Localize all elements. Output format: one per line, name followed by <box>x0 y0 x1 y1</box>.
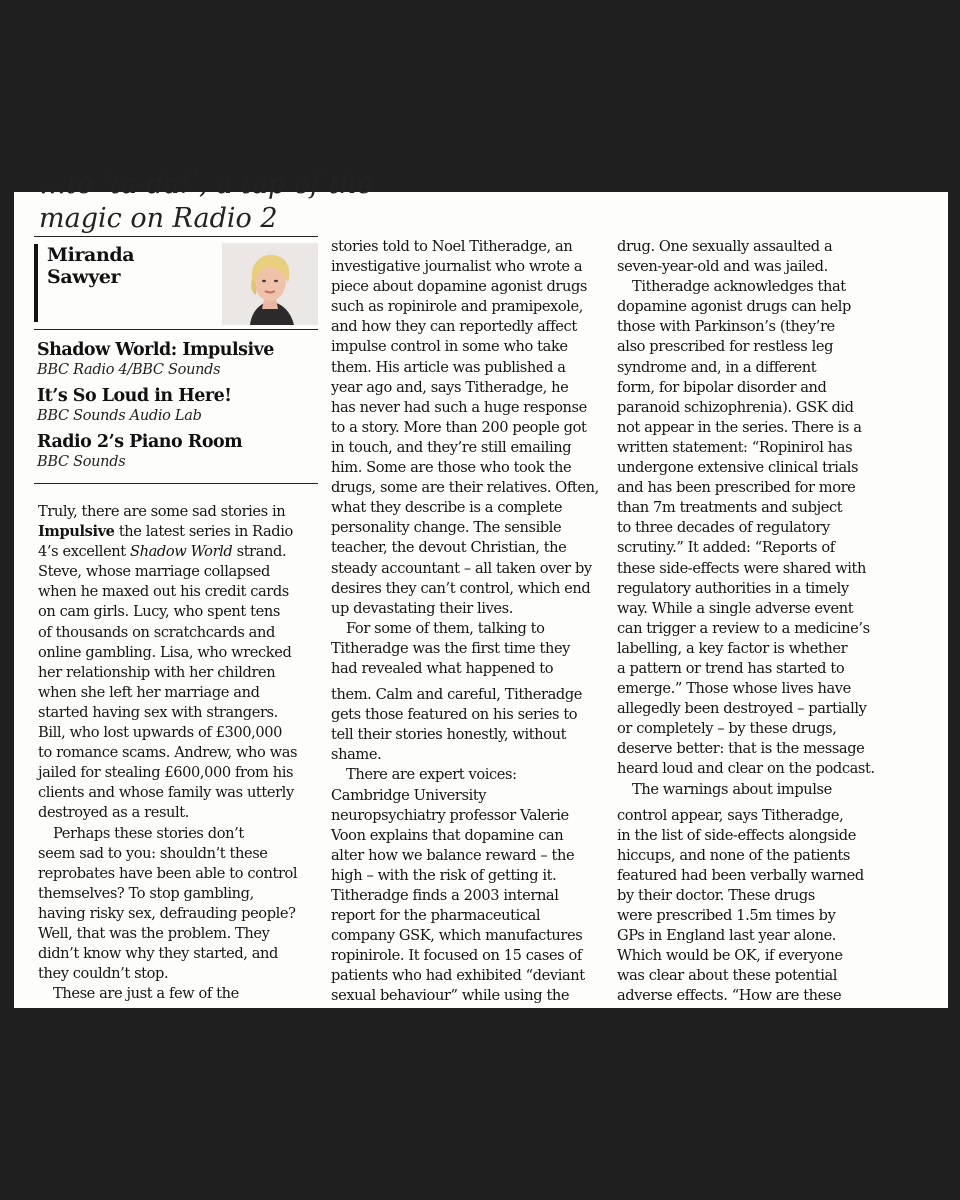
text-line: drugs, some are their relatives. Often, <box>331 479 599 497</box>
text-line: Which would be OK, if everyone <box>617 947 843 965</box>
text-line: they couldn’t stop. <box>38 965 169 983</box>
text-line: The warnings about impulse <box>632 780 832 798</box>
text-line: high – with the risk of getting it. <box>331 866 557 884</box>
text-line: paranoid schizophrenia). GSK did <box>617 398 854 416</box>
text-line: started having sex with strangers. <box>38 703 278 721</box>
article-column-3 <box>617 237 875 1007</box>
text-line: when he maxed out his credit cards <box>38 583 289 601</box>
text-line: teacher, the devout Christian, the <box>331 539 567 557</box>
text-line: Truly, there are some sad stories in <box>38 503 286 520</box>
text-line: These are just a few of the <box>53 985 239 1003</box>
text-line: patients who had exhibited “deviant <box>331 967 585 985</box>
text-line: themselves? To stop gambling, <box>38 884 254 902</box>
text-line: of thousands on scratchcards and <box>38 623 275 641</box>
author-last-name: Sawyer <box>47 266 121 288</box>
text-line: her relationship with her children <box>38 663 276 681</box>
text-line: to romance scams. Andrew, who was <box>38 744 298 762</box>
text-line: tell their stories honestly, without <box>331 726 567 744</box>
text-line: way. While a single adverse event <box>617 599 854 617</box>
text-line: GPs in England last year alone. <box>617 927 837 945</box>
text-line: undergone extensive clinical trials <box>617 459 859 477</box>
text-line: neuropsychiatry professor Valerie <box>331 806 569 824</box>
text-line: year ago and, says Titheradge, he <box>331 378 569 396</box>
text-line: having risky sex, defrauding people? <box>38 904 296 922</box>
text-line: adverse effects. “How are these <box>617 987 842 1005</box>
text-line: stories told to Noel Titheradge, an <box>331 238 573 255</box>
text-line: him. Some are those who took the <box>331 459 572 477</box>
text-line: and how they can reportedly affect <box>331 318 577 336</box>
text-line: can trigger a review to a medicine’s <box>617 619 870 637</box>
byline <box>47 244 134 288</box>
text-line: heard loud and clear on the podcast. <box>617 760 875 778</box>
kicker-line-1: …to ‘ta-da!’, a tap of the <box>39 169 373 200</box>
text-line: were prescribed 1.5m times by <box>617 907 836 925</box>
text-line: hiccups, and none of the patients <box>617 846 850 864</box>
text-line: 4’s excellent Shadow World strand. <box>38 543 287 561</box>
text-line: up devastating their lives. <box>331 599 513 617</box>
text-line: regulatory authorities in a timely <box>617 579 849 597</box>
col3-para-3b <box>617 806 875 1007</box>
text-line: seem sad to you: shouldn’t these <box>38 844 268 862</box>
text-line: shame. <box>331 746 382 764</box>
byline-bar <box>34 244 38 322</box>
text-line: Impulsive the latest series in Radio <box>38 523 293 541</box>
text-line: deserve better: that is the message <box>617 740 865 758</box>
series-name-bold: Impulsive <box>38 523 115 541</box>
newspaper-page <box>14 169 948 1008</box>
text-line: also prescribed for restless leg <box>617 338 834 356</box>
text-line: company GSK, which manufactures <box>331 927 583 945</box>
text-line: There are expert voices: <box>346 766 517 784</box>
text-line: in touch, and they’re still emailing <box>331 438 572 456</box>
text-line: impulse control in some who take <box>331 338 568 356</box>
text-line: Titheradge acknowledges that <box>632 278 846 296</box>
text-line: ropinirole. It focused on 15 cases of <box>331 947 582 965</box>
top-rule <box>34 236 318 237</box>
text-line: syndrome and, in a different <box>617 358 817 376</box>
text-line: scrutiny.” It added: “Reports of <box>617 539 835 557</box>
text-line: not appear in the series. There is a <box>617 418 862 436</box>
text-line: allegedly been destroyed – partially <box>617 700 867 718</box>
text-line: destroyed as a result. <box>38 804 189 822</box>
show-platform: BBC Sounds <box>37 454 126 470</box>
text-line: Titheradge was the first time they <box>331 639 571 657</box>
text-line: alter how we balance reward – the <box>331 846 575 864</box>
text-line: has never had such a huge response <box>331 398 587 416</box>
show-platform: BBC Sounds Audio Lab <box>37 408 202 424</box>
text-line: form, for bipolar disorder and <box>617 378 827 396</box>
text-line: them. Calm and careful, Titheradge <box>331 686 583 704</box>
article-column-1 <box>38 502 297 1004</box>
col3-para-2 <box>617 277 875 779</box>
show-title: It’s So Loud in Here! <box>37 386 232 406</box>
text-line: such as ropinirole and pramipexole, <box>331 298 584 316</box>
text-line: desires they can’t control, which end <box>331 579 591 597</box>
text-line: in the list of side-effects alongside <box>617 826 856 844</box>
text-line: control appear, says Titheradge, <box>617 806 844 824</box>
text-line: by their doctor. These drugs <box>617 887 815 904</box>
text-line: report for the pharmaceutical <box>331 907 541 925</box>
show-title: Shadow World: Impulsive <box>37 340 274 360</box>
text-line: gets those featured on his series to <box>331 706 578 724</box>
col1-para-1-rest <box>38 562 297 823</box>
text-line: Perhaps these stories don’t <box>53 824 244 842</box>
kicker-line-2: magic on Radio 2 <box>39 203 278 234</box>
text-line: emerge.” Those whose lives have <box>617 680 851 698</box>
strand-name-italic: Shadow World <box>130 543 233 561</box>
text-line: was clear about these potential <box>617 967 838 985</box>
col2-para-2a <box>331 619 599 679</box>
text-line: sexual behaviour” while using the <box>331 987 570 1005</box>
text-line: had revealed what happened to <box>331 659 554 677</box>
text-line: what they describe is a complete <box>331 499 563 517</box>
text-line: to a story. More than 200 people got <box>331 418 587 436</box>
text-line: steady accountant – all taken over by <box>331 559 592 577</box>
byline-rule <box>34 329 318 330</box>
text-line: drug. One sexually assaulted a <box>617 238 833 255</box>
text-line: written statement: “Ropinirol has <box>617 438 853 456</box>
text-line: online gambling. Lisa, who wrecked <box>38 643 292 661</box>
text-line: a pattern or trend has started to <box>617 659 845 677</box>
col1-para-2 <box>38 824 297 985</box>
col3-para-3a <box>617 780 875 800</box>
text-line: those with Parkinson’s (they’re <box>617 318 835 336</box>
shows-rule <box>34 483 318 484</box>
text-line: featured had been verbally warned <box>617 866 864 884</box>
text-line: dopamine agonist drugs can help <box>617 298 851 316</box>
text-line: Well, that was the problem. They <box>38 924 270 942</box>
article-column-2 <box>331 237 599 1007</box>
text-line: labelling, a key factor is whether <box>617 639 848 657</box>
text-line: didn’t know why they started, and <box>38 945 279 963</box>
text-line: seven-year-old and was jailed. <box>617 258 828 276</box>
text-line: Voon explains that dopamine can <box>331 826 564 844</box>
col2-para-2b <box>331 685 599 765</box>
text-line: jailed for stealing £600,000 from his <box>38 764 294 782</box>
col1-para-3 <box>38 984 297 1004</box>
text-line: piece about dopamine agonist drugs <box>331 278 588 296</box>
text-line: them. His article was published a <box>331 358 566 376</box>
text-line: For some of them, talking to <box>346 619 545 637</box>
text-line: Bill, who lost upwards of £300,000 <box>38 724 283 742</box>
show-platform: BBC Radio 4/BBC Sounds <box>37 362 221 378</box>
text-line: Steve, whose marriage collapsed <box>38 563 270 581</box>
text-line: Titheradge finds a 2003 internal <box>331 887 559 904</box>
text-line: clients and whose family was utterly <box>38 784 294 802</box>
text-line: than 7m treatments and subject <box>617 499 843 517</box>
col2-para-3 <box>331 765 599 1006</box>
text-line: when she left her marriage and <box>38 683 260 701</box>
text-line: these side-effects were shared with <box>617 559 866 577</box>
text-line: on cam girls. Lucy, who spent tens <box>38 603 280 621</box>
text-line: and has been prescribed for more <box>617 479 856 497</box>
col2-para-1 <box>331 237 599 619</box>
text-line: personality change. The sensible <box>331 519 562 537</box>
show-list <box>37 340 317 478</box>
text-line: investigative journalist who wrote a <box>331 258 583 276</box>
show-title: Radio 2’s Piano Room <box>37 432 243 452</box>
col3-para-1 <box>617 237 875 277</box>
headline-kicker <box>39 168 373 236</box>
text-line: to three decades of regulatory <box>617 519 830 537</box>
text-line: or completely – by these drugs, <box>617 720 837 738</box>
author-photo <box>222 243 318 325</box>
author-first-name: Miranda <box>47 244 135 266</box>
text-line: reprobates have been able to control <box>38 864 298 882</box>
text-line: Cambridge University <box>331 786 487 804</box>
